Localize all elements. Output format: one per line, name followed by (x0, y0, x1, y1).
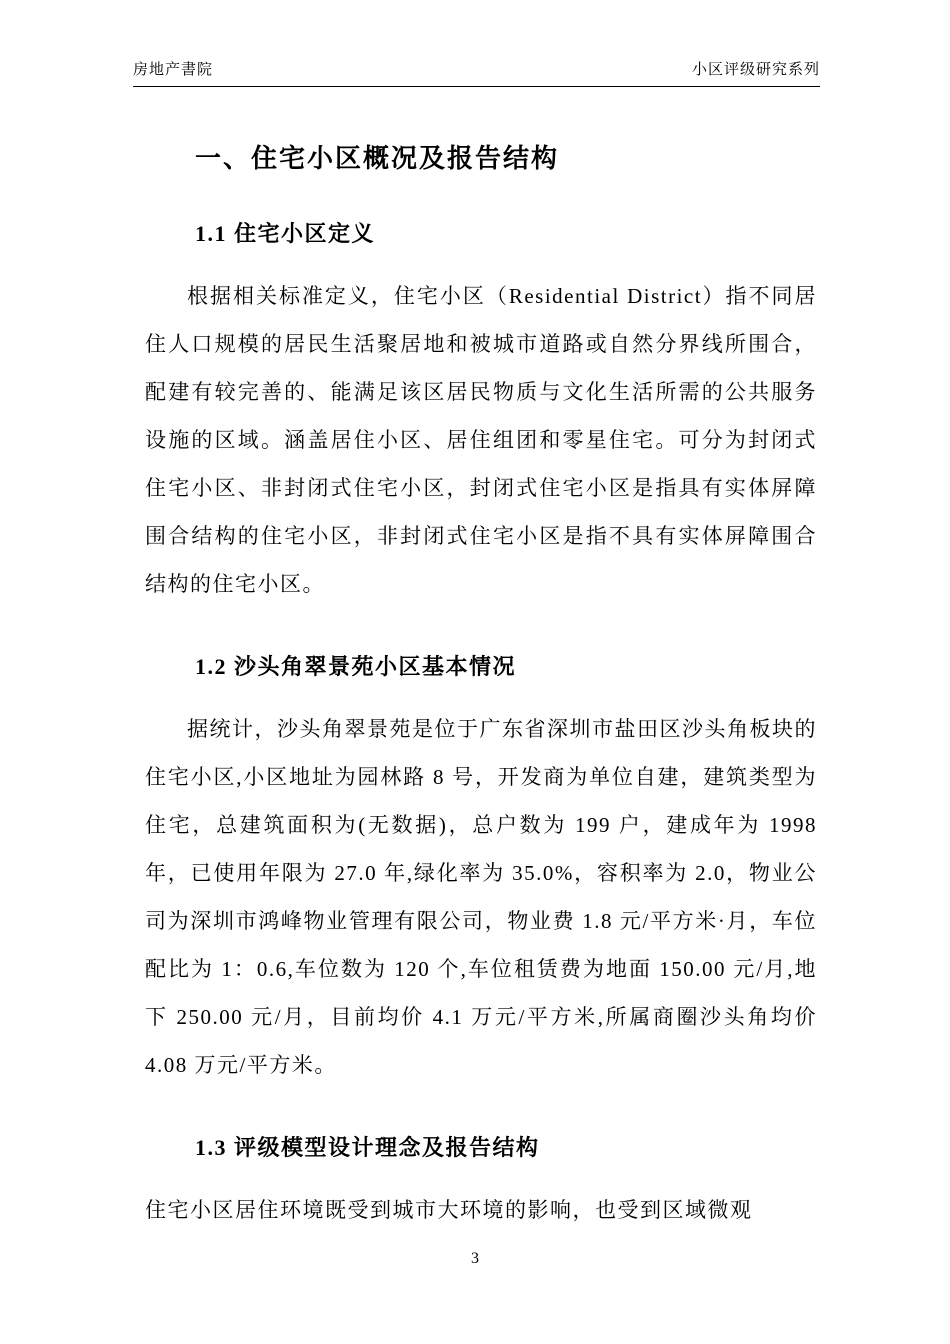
document-content (145, 122, 817, 1234)
page-number: 3 (471, 1250, 479, 1267)
paragraph-rating-model-intro: 住宅小区居住环境既受到城市大环境的影响，也受到区域微观 (145, 1198, 753, 1222)
page-header (133, 58, 820, 87)
header-right-text: 小区评级研究系列 (691, 62, 820, 78)
subsection-title-1-1: 1.1 住宅小区定义 (195, 221, 376, 246)
header-left-text: 房地产書院 (133, 62, 214, 78)
paragraph-basic-info: 据统计，沙头角翠景苑是位于广东省深圳市盐田区沙头角板块的住宅小区,小区地址为园林路 8 号，开发商为单位自建，建筑类型为住宅，总建筑面积为(无数据)，总户数为 199 户，建成年为 1998 年，已使用年限为 27.0 年,绿化率为 35.0%，容积率为 2.0，物业公司为深圳市鸿峰物业管理有限公司，物业费 1.8 元/平方米·月，车位配比为 1：0.6,车位数为 120 个,车位租赁费为地面 150.00 元/月,地下 250.00 元/月，目前均价 4.1 万元/平方米,所属商圈沙头角均价 4.08 万元/平方米。 (145, 717, 817, 1077)
subsection-title-1-3: 1.3 评级模型设计理念及报告结构 (195, 1135, 540, 1160)
subsection-title-1-2: 1.2 沙头角翠景苑小区基本情况 (195, 654, 517, 679)
section-title: 一、住宅小区概况及报告结构 (195, 144, 560, 173)
page-footer (0, 1250, 950, 1268)
paragraph-definition: 根据相关标准定义，住宅小区（Residential District）指不同居住人口规模的居民生活聚居地和被城市道路或自然分界线所围合，配建有较完善的、能满足该区居民物质与文化生活所需的公共服务设施的区域。涵盖居住小区、居住组团和零星住宅。可分为封闭式住宅小区、非封闭式住宅小区，封闭式住宅小区是指具有实体屏障围合结构的住宅小区，非封闭式住宅小区是指不具有实体屏障围合结构的住宅小区。 (145, 284, 817, 596)
